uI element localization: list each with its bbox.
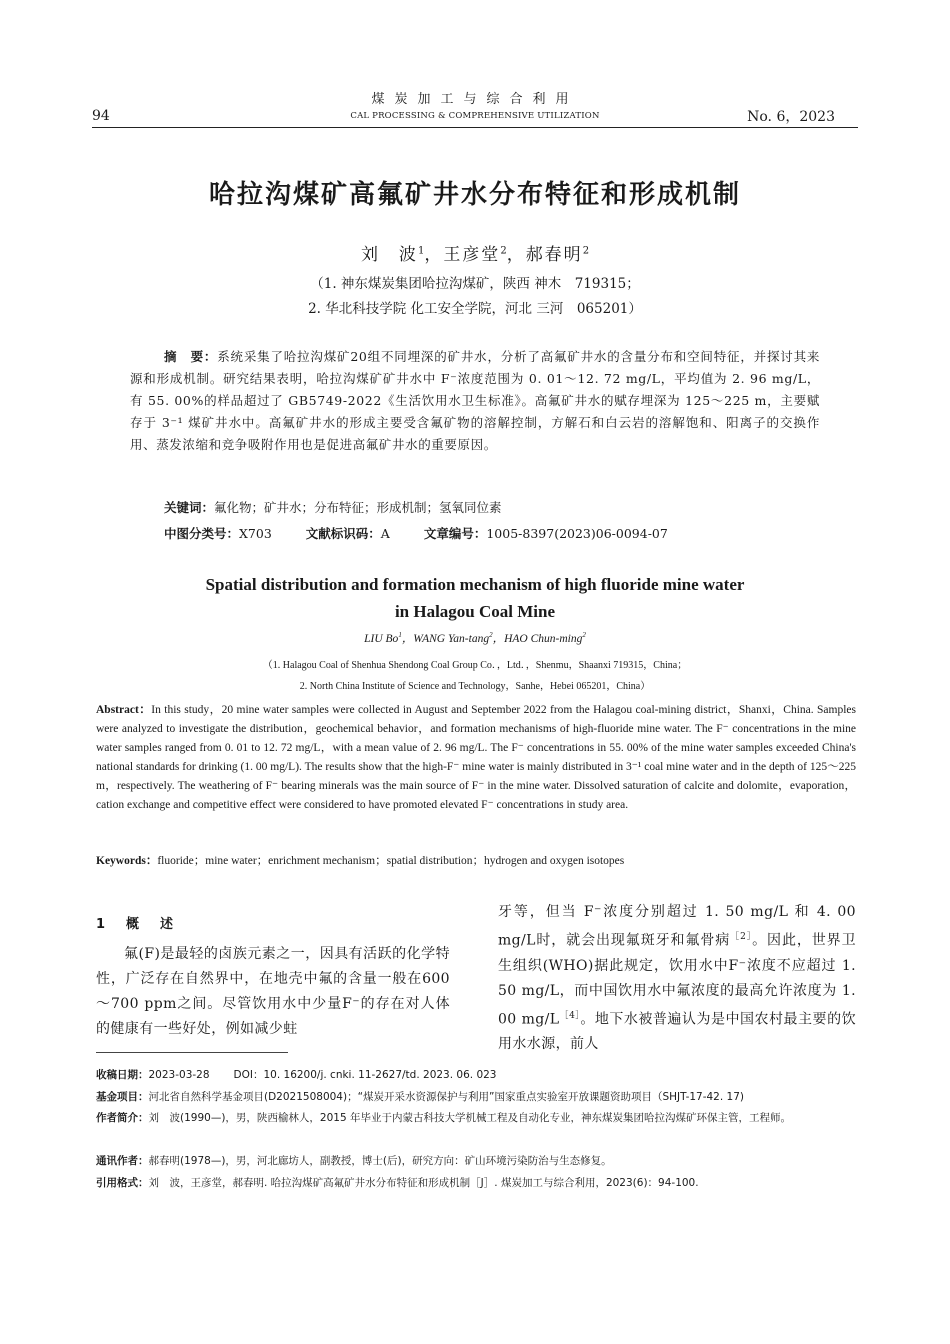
- keywords-cn-label: 关键词：: [164, 500, 215, 515]
- doc-code-value: A: [380, 526, 390, 541]
- abstract-en-text: In this study，20 mine water samples were collected in August and September 2022 from the Halagou coal-mining district，Shanxi，China. Samples were analyzed to investigate the distribution，geochemical behavior，and formation mechanisms of high-fluoride mine water. The F⁻ concentrations in the mine water samples ranged from 0. 01 to 12. 72 mg/L，with a mean value of 2. 96 mg/L. The F⁻ concentrations in 55. 00% of the mine water samples exceeded China's national standards for drinking (1. 00 mg/L). The results show that the high-F⁻ mine water is mainly distributed in 3⁻¹ coal mine water and in the depth of 125～225 m，respectively. The weathering of F⁻ bearing minerals was the main source of F⁻ in the mine water. Dissolved saturation of calcite and dolomite，evaporation，cation exchange and competitive effect were considered to have promoted elevated F⁻ concentrations in study area.: [96, 704, 856, 811]
- affiliation-1: （1. 神东煤炭集团哈拉沟煤矿，陕西 神木 719315；: [310, 276, 640, 292]
- journal-title-en: CAL PROCESSING & COMPREHENSIVE UTILIZATION: [350, 111, 600, 121]
- paper-title: 哈拉沟煤矿高氟矿井水分布特征和形成机制: [208, 180, 741, 210]
- issue-number: No. 6，2023: [747, 109, 835, 125]
- author-3-affil: 2: [582, 245, 590, 257]
- keywords-cn: [164, 498, 502, 516]
- abstract-cn: [130, 346, 820, 456]
- journal-title-cn: 煤炭加工与综合利用: [371, 92, 579, 107]
- header-rule: [92, 127, 858, 128]
- keywords-en-label: Keywords：: [96, 855, 158, 867]
- citation-format-value: 刘 波，王彦堂，郝春明. 哈拉沟煤矿高氟矿井水分布特征和形成机制［J］. 煤炭加工与综合利用，2023(6)：94-100.: [148, 1177, 699, 1189]
- bio-value: 刘 波(1990—)，男，陕西榆林人，2015 年毕业于内蒙古科技大学机械工程及自动化专业，神东煤炭集团哈拉沟煤矿环保主管，工程师。: [148, 1112, 791, 1124]
- affiliation-2: 2. 华北科技学院 化工安全学院，河北 三河 065201）: [308, 301, 642, 317]
- author-separator: ，: [506, 245, 526, 265]
- citation-format-label: 引用格式：: [96, 1177, 149, 1189]
- citation-4[interactable]: ［4］: [559, 1010, 581, 1021]
- clc-label: 中图分类号：: [164, 526, 240, 541]
- english-affiliation-1: （1. Halagou Coal of Shenhua Shendong Coal Group Co．，Ltd．，Shenmu，Shaanxi 719315，China；: [262, 660, 688, 671]
- english-author-line: [0, 630, 950, 646]
- abstract-en: [96, 701, 856, 815]
- footnote-corresponding: [96, 1152, 858, 1170]
- classification-line: [164, 524, 668, 542]
- clc-value: X703: [239, 526, 272, 541]
- keywords-en-text: fluoride；mine water；enrichment mechanism；spatial distribution；hydrogen and oxygen isotopes: [157, 855, 625, 867]
- english-author-2-affil: 2: [489, 631, 493, 640]
- received-value: 2023-03-28: [148, 1069, 210, 1081]
- footnote-author-bio: [96, 1109, 910, 1127]
- author-2-affil: 2: [500, 245, 507, 257]
- article-no-value: 1005-8397(2023)06-0094-07: [486, 526, 668, 541]
- english-author-1-affil: 1: [398, 631, 402, 640]
- footnote-received: [96, 1066, 858, 1084]
- english-title-line-2: in Halagou Coal Mine: [394, 602, 556, 621]
- english-author-1: LIU Bo: [364, 633, 399, 645]
- english-affiliation-2: 2. North China Institute of Science and Technology，Sanhe，Hebei 065201，China）: [299, 681, 651, 692]
- author-separator: ，: [424, 245, 444, 265]
- author-line: [0, 240, 950, 265]
- right-column-text-b: 。因此，世界卫生组织(WHO)据此规定，饮用水中F⁻浓度不应超过 1. 50 mg/L，而中国饮用水中氟浓度的最高允许浓度为 1. 00 mg/L: [498, 932, 856, 1028]
- abstract-cn-text: 系统采集了哈拉沟煤矿20组不同埋深的矿井水，分析了高氟矿井水的含量分布和空间特征，并探讨其来源和形成机制。研究结果表明，哈拉沟煤矿矿井水中 F⁻浓度范围为 0. 01～12. 72 mg/L，平均值为 2. 96 mg/L，有 55. 00%的样品超过了 GB5749-2022《生活饮用水卫生标准》。高氟矿井水的赋存埋深为 125～225 m，主要赋存于 3⁻¹ 煤矿井水中。高氟矿井水的形成主要受含氟矿物的溶解控制，方解石和白云岩的溶解饱和、阳离子的交换作用、蒸发浓缩和竞争吸附作用也是促进高氟矿井水的重要原因。: [130, 349, 820, 452]
- fund-label: 基金项目：: [96, 1091, 149, 1103]
- page-number: 94: [92, 108, 110, 124]
- doi-value[interactable]: DOI：10. 16200/j. cnki. 11-2627/td. 2023. 06. 023: [233, 1069, 497, 1081]
- footnote-rule: [96, 1052, 288, 1053]
- footnote-citation: [96, 1174, 858, 1192]
- keywords-en: [96, 852, 624, 868]
- abstract-cn-label: 摘 要：: [164, 349, 218, 364]
- corresponding-label: 通讯作者：: [96, 1155, 149, 1167]
- section-1-right-column: [498, 900, 856, 1057]
- right-column-text-a: 牙等，但当 F⁻浓度分别超过 1. 50 mg/L 和 4. 00 mg/L时，就会出现氟斑牙和氟骨病: [498, 904, 856, 949]
- corresponding-value: 郝春明(1978—)，男，河北廊坊人，副教授，博士(后)，研究方向：矿山环境污染防治与生态修复。: [148, 1155, 612, 1167]
- footnote-fund: [96, 1088, 858, 1106]
- english-author-3-affil: 2: [582, 631, 586, 640]
- abstract-en-label: Abstract：: [96, 704, 152, 716]
- english-author-2: ，WANG Yan-tang: [401, 633, 490, 645]
- english-author-3: ，HAO Chun-ming: [492, 633, 583, 645]
- english-title-line-1: Spatial distribution and formation mechanism of high fluoride mine water: [205, 575, 745, 594]
- doc-code-label: 文献标识码：: [305, 526, 381, 541]
- article-no-label: 文章编号：: [423, 526, 487, 541]
- received-label: 收稿日期：: [96, 1069, 149, 1081]
- fund-value: 河北省自然科学基金项目(D2021508004)；“煤炭开采水资源保护与利用”国家重点实验室开放课题资助项目（SHJT-17-42. 17): [148, 1091, 744, 1103]
- author-2: 王彦堂: [443, 245, 501, 265]
- section-1-heading: 1 概 述: [96, 917, 178, 932]
- citation-2[interactable]: ［2］: [730, 932, 753, 942]
- keywords-cn-text: 氟化物；矿井水；分布特征；形成机制；氢氧同位素: [214, 500, 502, 515]
- author-1: 刘 波: [360, 245, 418, 265]
- author-1-affil: 1: [417, 245, 425, 257]
- author-3: 郝春明: [525, 245, 583, 265]
- right-column-text-c: 。地下水被普遍认为是中国农村最主要的饮用水水源，前人: [498, 1011, 856, 1053]
- section-1-left-column: 氟(F)是最轻的卤族元素之一，因具有活跃的化学特性，广泛存在自然界中，在地壳中氟的含量一般在600～700 ppm之间。尽管饮用水中少量F⁻的存在对人体的健康有一些好处，例如减少蛀: [96, 946, 450, 1037]
- bio-label: 作者简介：: [96, 1112, 149, 1124]
